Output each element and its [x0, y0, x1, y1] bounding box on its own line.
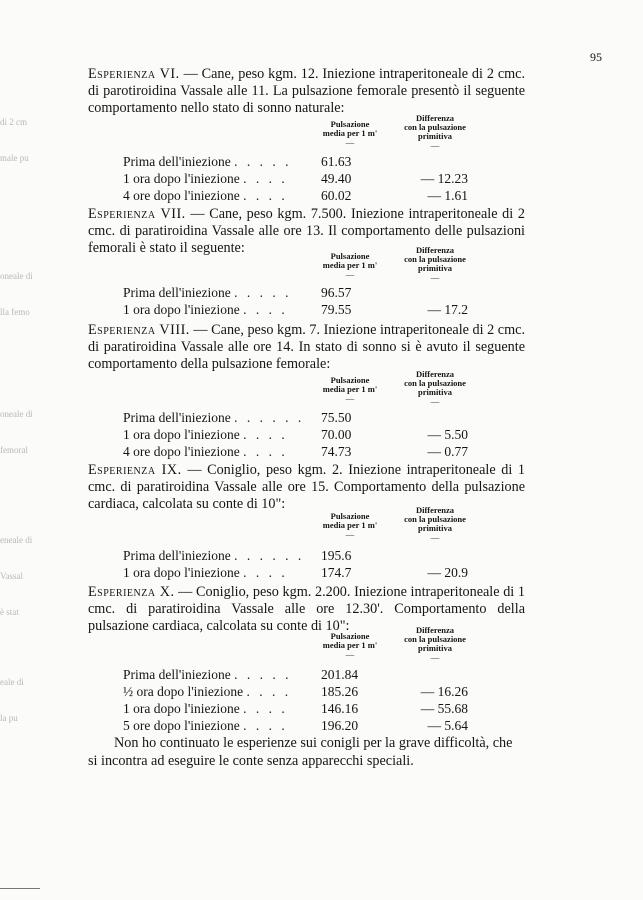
- table-row: [88, 667, 525, 683]
- difference-column-header: [390, 114, 480, 150]
- pulse-column-header: [310, 376, 390, 403]
- difference-value: — 16.26: [420, 684, 468, 699]
- leader-dots: . . . . . .: [234, 410, 305, 425]
- header-line: Pulsazione: [330, 375, 370, 385]
- row-label-cell: [123, 188, 288, 204]
- table-row: [88, 427, 525, 443]
- header-rule: —: [345, 529, 355, 539]
- header-line: Differenza: [415, 245, 455, 255]
- header-rule: —: [430, 652, 440, 662]
- experiment-text: — Coniglio, peso kgm. 2. Iniezione intraperitoneale di 1 cmc. di paratiroidina Vassale alle ore 15. Comportamento della pulsazione cardiaca, calcolata su conte di 10":: [88, 462, 525, 512]
- closing-text: Non ho continuato le esperienze sui conigli per la grave difficoltà, che si incontra ad eseguire le conte senza apparecchi speciali.: [88, 735, 513, 769]
- row-label-cell: [123, 302, 288, 318]
- experiment-label: Esperienza X.: [88, 584, 175, 600]
- pulse-value: 174.7: [321, 565, 352, 580]
- table-row: [88, 548, 525, 564]
- bleed-line: eale di: [0, 677, 24, 687]
- header-line: Pulsazione: [330, 119, 370, 129]
- table-row: [88, 565, 525, 581]
- leader-dots: . . . . .: [234, 154, 292, 169]
- leader-dots: . . . .: [243, 302, 288, 317]
- header-line: Differenza: [415, 505, 455, 515]
- row-label-cell: [123, 718, 288, 734]
- table-row: [88, 302, 525, 318]
- scan-edge-mark: [0, 888, 40, 889]
- pulse-value: 201.84: [321, 667, 359, 682]
- row-label-cell: [123, 285, 292, 301]
- difference-value: — 17.2: [427, 302, 468, 317]
- table-row: [88, 285, 525, 301]
- difference-column-header: [390, 506, 480, 542]
- experiment-text: — Cane, peso kgm. 7. Iniezione intraperitoneale di 2 cmc. di paratiroidina Vassale alle ore 14. In stato di sonno si è avuto il seguente comportamento della pulsazione femorale:: [88, 322, 525, 372]
- pulse-value: 185.26: [321, 684, 359, 699]
- leader-dots: . . . .: [246, 684, 292, 699]
- row-label: 4 ore dopo l'iniezione: [123, 188, 240, 203]
- bleed-line: è stat: [0, 607, 19, 617]
- header-line: primitiva: [418, 387, 452, 397]
- row-label-cell: [123, 565, 288, 581]
- row-label-cell: [123, 154, 292, 170]
- difference-value: — 20.9: [427, 565, 468, 580]
- difference-value: — 55.68: [420, 701, 468, 716]
- header-line: Pulsazione: [330, 251, 370, 261]
- bleed-line: la pu: [0, 713, 18, 723]
- header-line: media per 1 m': [322, 260, 378, 270]
- row-label: 5 ore dopo l'iniezione: [123, 718, 240, 733]
- header-line: Differenza: [415, 625, 455, 635]
- header-line: primitiva: [418, 131, 452, 141]
- header-rule: —: [345, 137, 355, 147]
- header-line: media per 1 m': [322, 520, 378, 530]
- experiment-label: Esperienza VI.: [88, 66, 180, 82]
- experiment-text: — Cane, peso kgm. 12. Iniezione intraperitoneale di 2 cmc. di parotiroidina Vassale alle 11. La pulsazione femorale presentò il seguente comportamento nello stato di sonno naturale:: [88, 66, 525, 116]
- margin-bleed-2: [0, 246, 33, 330]
- header-line: con la pulsazione: [404, 378, 466, 388]
- pulse-value: 70.00: [321, 427, 352, 442]
- row-label: 1 ora dopo l'iniezione: [123, 701, 240, 716]
- leader-dots: . . . .: [243, 701, 288, 716]
- table-row: [88, 444, 525, 460]
- table-row: [88, 188, 525, 204]
- header-line: media per 1 m': [322, 384, 378, 394]
- difference-value: — 5.64: [427, 718, 468, 733]
- difference-column-header: [390, 370, 480, 406]
- row-label: Prima dell'iniezione: [123, 410, 231, 425]
- row-label-cell: [123, 684, 291, 700]
- header-line: Differenza: [415, 113, 455, 123]
- bleed-line: di 2 cm: [0, 117, 27, 127]
- pulse-value: 75.50: [321, 410, 352, 425]
- row-label-cell: [123, 410, 304, 426]
- margin-bleed-4: [0, 510, 32, 630]
- pulse-value: 96.57: [321, 285, 352, 300]
- leader-dots: . . . .: [243, 188, 288, 203]
- page-number: 95: [590, 50, 602, 64]
- header-line: primitiva: [418, 643, 452, 653]
- pulse-value: 74.73: [321, 444, 352, 459]
- bleed-line: Vassal: [0, 571, 23, 581]
- row-label: Prima dell'iniezione: [123, 285, 231, 300]
- leader-dots: . . . .: [243, 171, 288, 186]
- header-line: media per 1 m': [322, 640, 378, 650]
- row-label-cell: [123, 667, 292, 683]
- row-label: ½ ora dopo l'iniezione: [123, 684, 244, 699]
- pulse-column-header: [310, 252, 390, 279]
- row-label-cell: [123, 427, 288, 443]
- row-label: Prima dell'iniezione: [123, 548, 231, 563]
- header-line: primitiva: [418, 263, 452, 273]
- header-line: con la pulsazione: [404, 122, 466, 132]
- header-line: Pulsazione: [330, 631, 370, 641]
- difference-column-header: [390, 626, 480, 662]
- table-row: [88, 171, 525, 187]
- row-label: 1 ora dopo l'iniezione: [123, 565, 240, 580]
- pulse-value: 61.63: [321, 154, 352, 169]
- pulse-column-header: [310, 632, 390, 659]
- experiment-paragraph: [88, 66, 525, 117]
- row-label: Prima dell'iniezione: [123, 667, 231, 682]
- experiment-text: — Cane, peso kgm. 7.500. Iniezione intraperitoneale di 2 cmc. di paratiroidina Vassale alle ore 13. Il comportamento delle pulsazioni femorali è stato il seguente:: [88, 206, 525, 256]
- header-rule: —: [345, 269, 355, 279]
- table-row: [88, 684, 525, 700]
- leader-dots: . . . .: [243, 444, 288, 459]
- leader-dots: . . . .: [243, 427, 288, 442]
- pulse-value: 196.20: [321, 718, 359, 733]
- pulse-value: 146.16: [321, 701, 359, 716]
- header-rule: —: [345, 649, 355, 659]
- header-rule: —: [430, 272, 440, 282]
- header-rule: —: [345, 393, 355, 403]
- header-line: primitiva: [418, 523, 452, 533]
- header-line: con la pulsazione: [404, 254, 466, 264]
- row-label: 1 ora dopo l'iniezione: [123, 427, 240, 442]
- row-label: 1 ora dopo l'iniezione: [123, 171, 240, 186]
- header-line: con la pulsazione: [404, 514, 466, 524]
- header-rule: —: [430, 532, 440, 542]
- leader-dots: . . . .: [243, 718, 288, 733]
- margin-bleed-5: [0, 652, 24, 736]
- pulse-column-header: [310, 512, 390, 539]
- bleed-line: male pu: [0, 153, 29, 163]
- margin-bleed-1: [0, 92, 29, 176]
- margin-bleed-3: [0, 384, 33, 468]
- closing-paragraph: [88, 734, 525, 770]
- header-line: con la pulsazione: [404, 634, 466, 644]
- experiment-label: Esperienza VIII.: [88, 322, 190, 338]
- bleed-line: oneale di: [0, 271, 33, 281]
- row-label-cell: [123, 444, 288, 460]
- difference-value: — 5.50: [427, 427, 468, 442]
- row-label-cell: [123, 701, 288, 717]
- pulse-value: 195.6: [321, 548, 352, 563]
- bleed-line: oneale di: [0, 409, 33, 419]
- table-row: [88, 410, 525, 426]
- bleed-line: femoral: [0, 445, 28, 455]
- bleed-line: eneale di: [0, 535, 33, 545]
- leader-dots: . . . . .: [234, 667, 292, 682]
- difference-value: — 12.23: [420, 171, 468, 186]
- header-line: Differenza: [415, 369, 455, 379]
- row-label: 4 ore dopo l'iniezione: [123, 444, 240, 459]
- pulse-value: 49.40: [321, 171, 352, 186]
- header-rule: —: [430, 140, 440, 150]
- experiment-paragraph: [88, 322, 525, 373]
- leader-dots: . . . .: [243, 565, 288, 580]
- leader-dots: . . . . .: [234, 285, 292, 300]
- header-line: Pulsazione: [330, 511, 370, 521]
- table-row: [88, 718, 525, 734]
- row-label: Prima dell'iniezione: [123, 154, 231, 169]
- experiment-label: Esperienza IX.: [88, 462, 182, 478]
- header-line: media per 1 m': [322, 128, 378, 138]
- row-label-cell: [123, 171, 288, 187]
- difference-column-header: [390, 246, 480, 282]
- table-row: [88, 154, 525, 170]
- header-rule: —: [430, 396, 440, 406]
- bleed-line: lla femo: [0, 307, 30, 317]
- pulse-column-header: [310, 120, 390, 147]
- experiment-label: Esperienza VII.: [88, 206, 186, 222]
- table-row: [88, 701, 525, 717]
- row-label-cell: [123, 548, 304, 564]
- leader-dots: . . . . . .: [234, 548, 305, 563]
- experiment-text: — Coniglio, peso kgm. 2.200. Iniezione intraperitoneale di 1 cmc. di paratiroidina Vassale alle ore 12.30'. Comportamento della pulsazione cardiaca, calcolata su conte di 10":: [88, 584, 525, 634]
- row-label: 1 ora dopo l'iniezione: [123, 302, 240, 317]
- pulse-value: 79.55: [321, 302, 352, 317]
- pulse-value: 60.02: [321, 188, 352, 203]
- difference-value: — 0.77: [427, 444, 468, 459]
- difference-value: — 1.61: [427, 188, 468, 203]
